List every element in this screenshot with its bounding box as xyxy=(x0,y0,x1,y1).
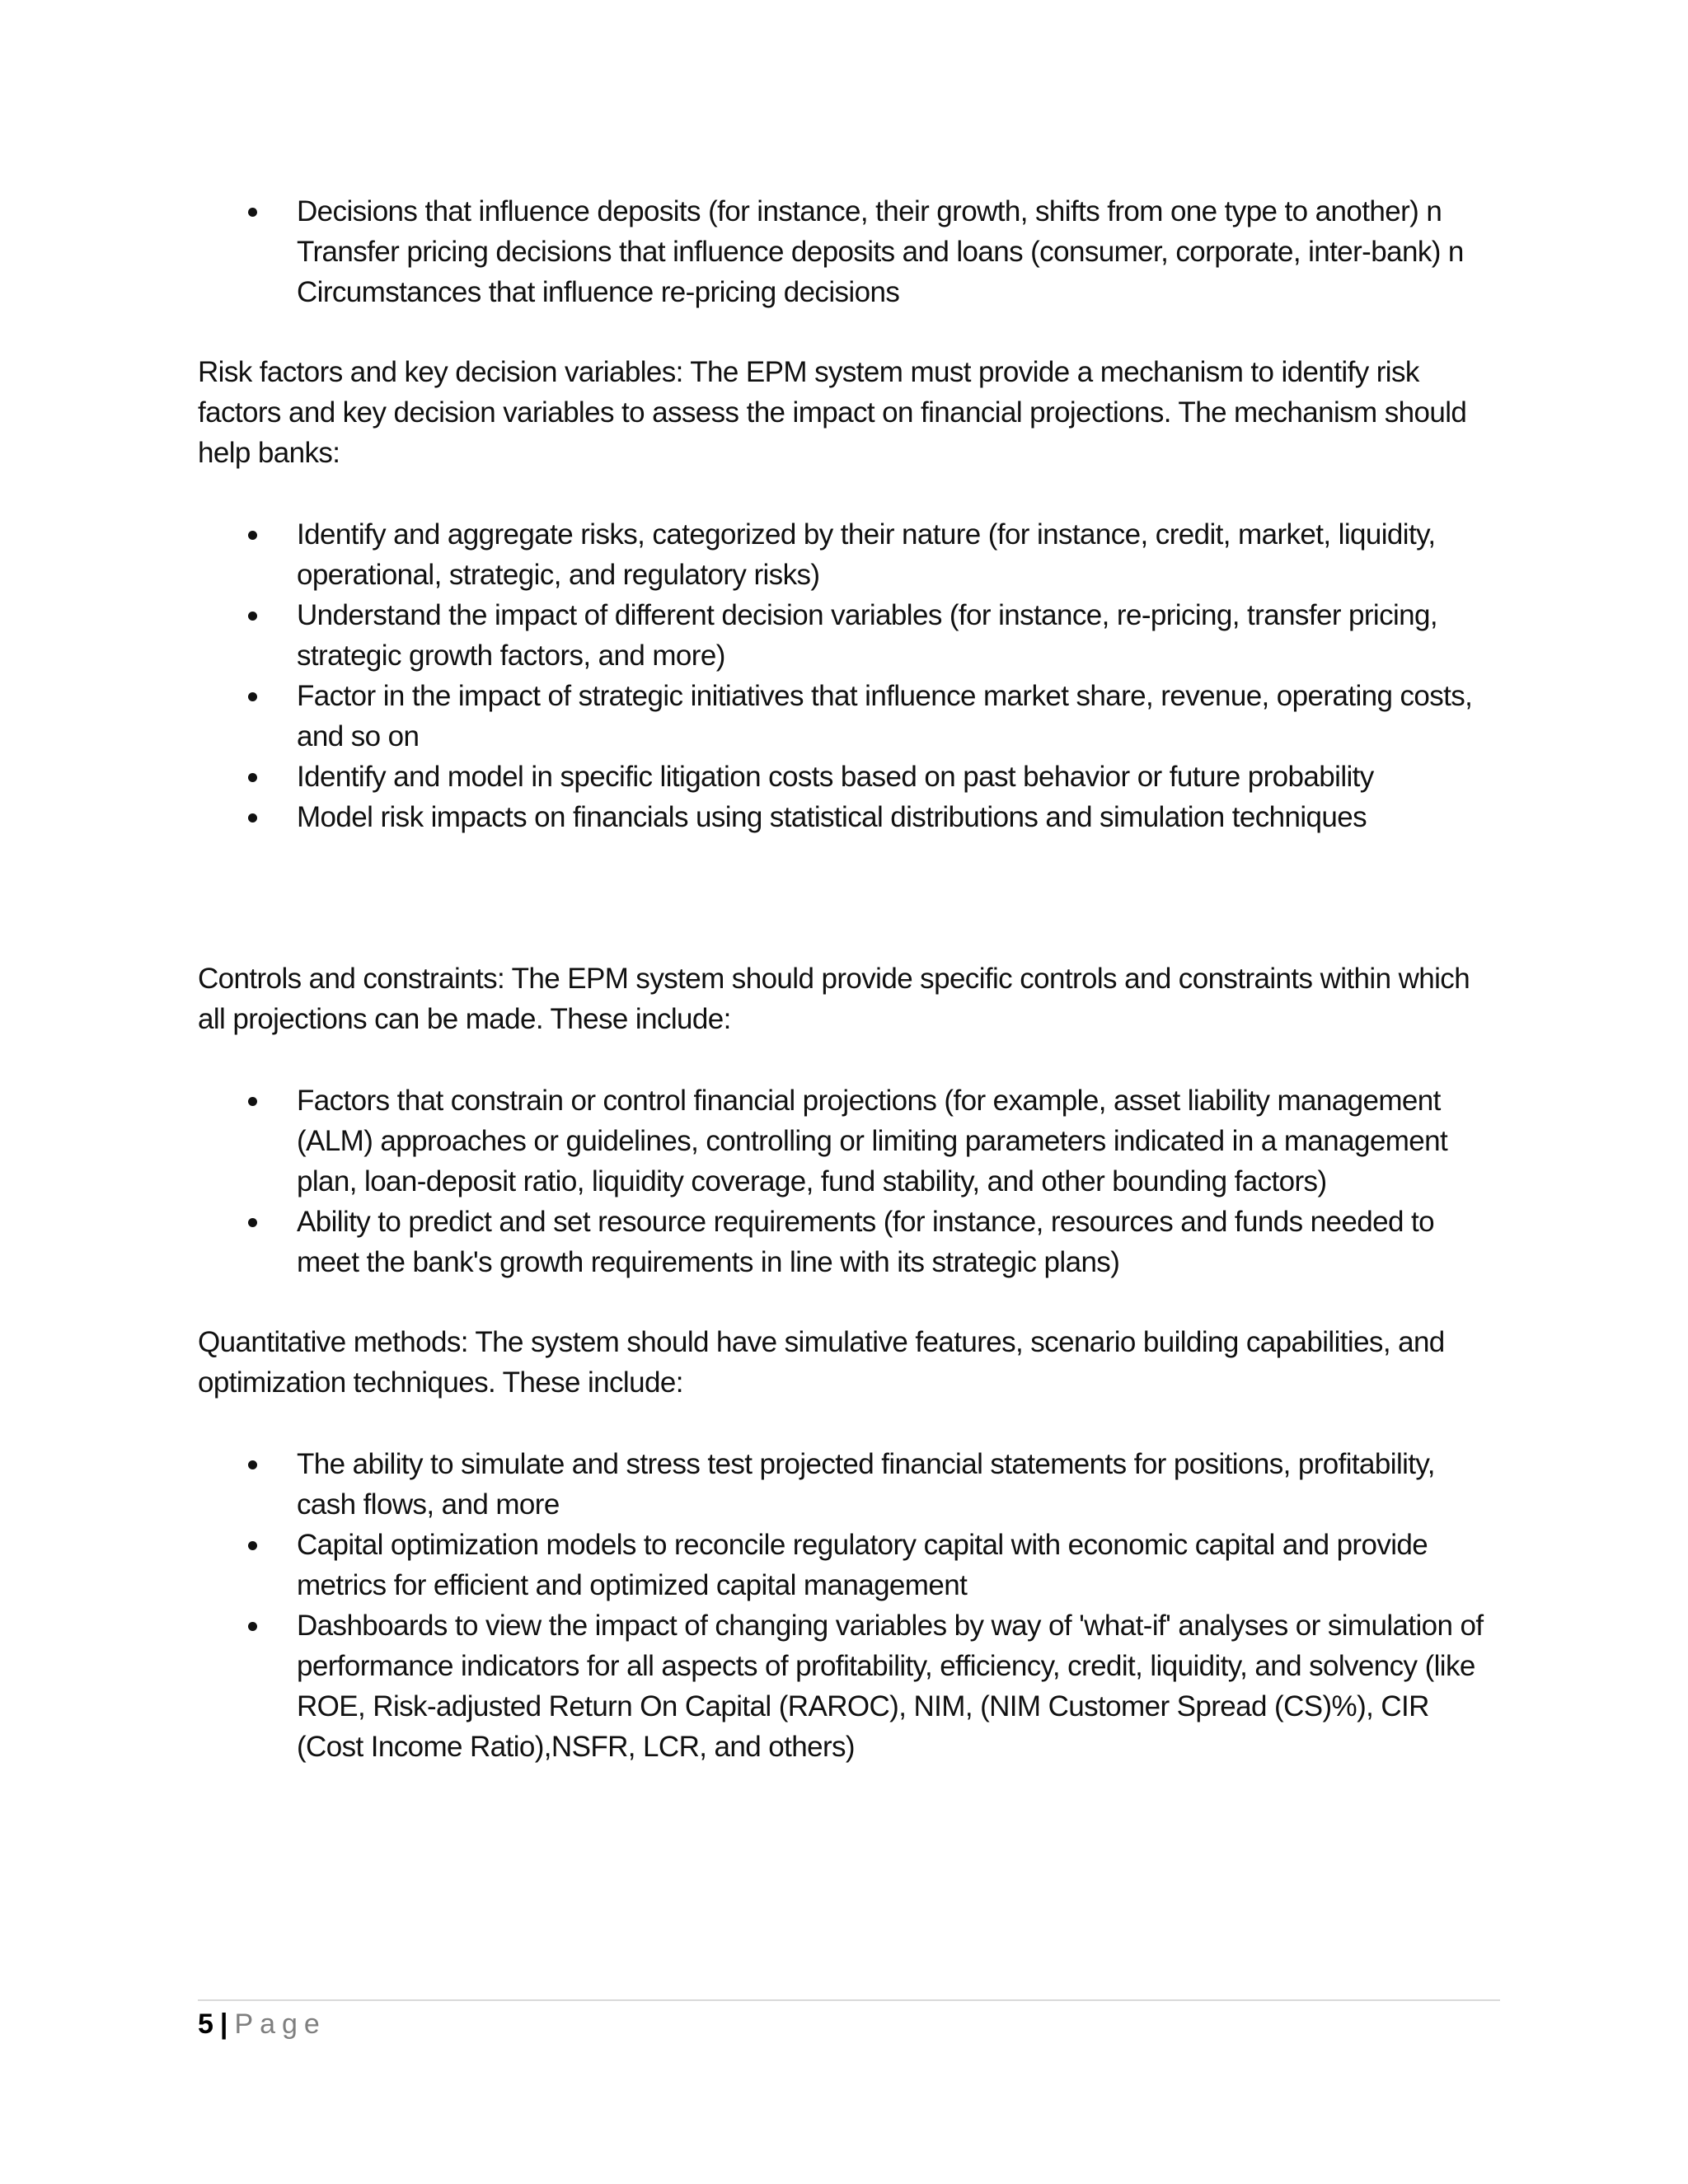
list-item xyxy=(198,1202,1500,1282)
bullet-text: Capital optimization models to reconcile regulatory capital with economic capital and provide metrics for efficient and optimized capital management xyxy=(297,1529,1428,1601)
bullet-icon xyxy=(248,1097,257,1106)
bullet-list-quantitative xyxy=(198,1444,1500,1767)
list-item xyxy=(198,757,1500,797)
bullet-list-risk-factors xyxy=(198,514,1500,837)
list-item xyxy=(198,514,1500,595)
bullet-text: Dashboards to view the impact of changing variables by way of 'what-if' analyses or simulation of performance indicators for all aspects of profitability, efficiency, credit, liquidity, and solvency (like ROE, Risk-adjusted Return On Capital (RAROC), NIM, (NIM Customer Spread (CS)%), CIR (Cost Income Ratio),NSFR, LCR, and others) xyxy=(297,1610,1484,1763)
list-item xyxy=(198,797,1500,837)
list-item xyxy=(198,191,1500,312)
footer-separator: | xyxy=(219,2008,228,2040)
bullet-icon xyxy=(248,1218,257,1227)
page-number: 5 xyxy=(198,2008,213,2040)
bullet-text: Understand the impact of different decision variables (for instance, re-pricing, transfer pricing, strategic growth factors, and more) xyxy=(297,599,1438,672)
bullet-text: Factor in the impact of strategic initiatives that influence market share, revenue, operating costs, and so on xyxy=(297,680,1473,752)
bullet-icon xyxy=(248,1460,257,1469)
risk-factors-paragraph: Risk factors and key decision variables: The EPM system must provide a mechanism to identify risk factors and key decision variables to assess the impact on financial projections. The mechanism should help banks: xyxy=(198,356,1467,469)
quantitative-methods-paragraph: Quantitative methods: The system should have simulative features, scenario building capabilities, and optimization techniques. These include: xyxy=(198,1326,1445,1399)
bullet-list-controls xyxy=(198,1080,1500,1282)
page-label: Page xyxy=(234,2008,326,2040)
bullet-text: Ability to predict and set resource requirements (for instance, resources and funds needed to meet the bank's growth requirements in line with its strategic plans) xyxy=(297,1206,1434,1278)
bullet-text: Factors that constrain or control financial projections (for example, asset liability management (ALM) approaches or guidelines, controlling or limiting parameters indicated in a management plan, loan-deposit ratio, liquidity coverage, fund stability, and other bounding factors) xyxy=(297,1085,1448,1197)
bullet-list-deposit-decisions xyxy=(198,191,1500,312)
bullet-icon xyxy=(248,1541,257,1550)
bullet-text: Model risk impacts on financials using statistical distributions and simulation techniques xyxy=(297,801,1367,833)
list-item xyxy=(198,676,1500,757)
bullet-icon xyxy=(248,531,257,540)
list-item xyxy=(198,1444,1500,1525)
list-item xyxy=(198,1080,1500,1202)
page-content xyxy=(198,191,1500,1767)
bullet-icon xyxy=(248,773,257,782)
controls-constraints-paragraph: Controls and constraints: The EPM system should provide specific controls and constraints within which all projections can be made. These include: xyxy=(198,963,1470,1035)
page-footer xyxy=(198,2004,326,2044)
list-item xyxy=(198,595,1500,676)
list-item xyxy=(198,1525,1500,1605)
bullet-icon xyxy=(248,1622,257,1631)
bullet-text: Decisions that influence deposits (for instance, their growth, shifts from one type to another) n Transfer pricing decisions that influence deposits and loans (consumer, corporate, inter-bank) n Circumstances that influence re-pricing decisions xyxy=(297,195,1464,308)
bullet-icon xyxy=(248,208,257,217)
footer-divider xyxy=(198,1999,1500,2001)
bullet-icon xyxy=(248,692,257,701)
bullet-text: The ability to simulate and stress test projected financial statements for positions, profitability, cash flows, and more xyxy=(297,1448,1435,1521)
bullet-icon xyxy=(248,612,257,621)
bullet-text: Identify and aggregate risks, categorized by their nature (for instance, credit, market, liquidity, operational, strategic, and regulatory risks) xyxy=(297,518,1436,591)
list-item xyxy=(198,1605,1500,1767)
bullet-text: Identify and model in specific litigation costs based on past behavior or future probability xyxy=(297,761,1374,793)
bullet-icon xyxy=(248,813,257,823)
